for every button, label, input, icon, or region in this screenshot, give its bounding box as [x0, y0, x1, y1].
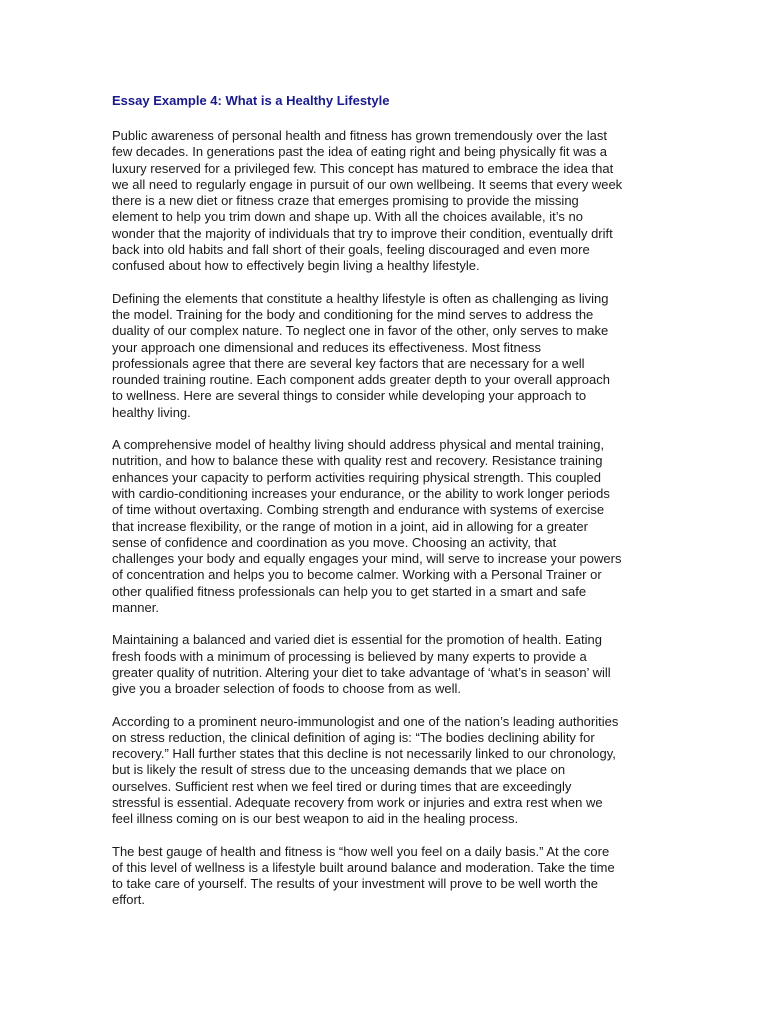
essay-paragraph-5 — [112, 714, 652, 828]
paragraph-line: nutrition, and how to balance these with quality rest and recovery. Resistance training — [112, 453, 603, 469]
paragraph-line: recovery.” Hall further states that this decline is not necessarily linked to our chronology, — [112, 746, 616, 762]
paragraph-line: wonder that the majority of individuals that try to improve their condition, eventually drift — [112, 225, 613, 241]
paragraph-line: but is likely the result of stress due to the unceasing demands that we place on — [112, 762, 566, 778]
paragraph-line: stressful is essential. Adequate recovery from work or injuries and extra rest when we — [112, 794, 603, 810]
paragraph-line: that increase flexibility, or the range of motion in a joint, aid in allowing for a greater — [112, 518, 588, 534]
paragraph-line: with cardio-conditioning increases your endurance, or the ability to work longer periods — [112, 485, 610, 501]
paragraph-line: manner. — [112, 600, 159, 616]
paragraph-line: challenges your body and equally engages your mind, will serve to increase your powers — [112, 551, 622, 567]
paragraph-line: ourselves. Sufficient rest when we feel tired or during times that are exceedingly — [112, 778, 572, 794]
paragraph-line: sense of confidence and coordination as you move. Choosing an activity, that — [112, 534, 557, 550]
essay-paragraph-6 — [112, 844, 652, 909]
paragraph-line: rounded training routine. Each component adds greater depth to your overall approach — [112, 372, 610, 388]
paragraph-line: the model. Training for the body and conditioning for the mind serves to address the — [112, 306, 594, 322]
paragraph-line: Defining the elements that constitute a healthy lifestyle is often as challenging as living — [112, 290, 609, 306]
essay-content — [112, 92, 652, 925]
paragraph-line: luxury reserved for a privileged few. This concept has matured to embrace the idea that — [112, 160, 614, 176]
paragraph-line: feel illness coming on is our best weapon to aid in the healing process. — [112, 811, 519, 827]
paragraph-line: of this level of wellness is a lifestyle built around balance and moderation. Take the time — [112, 859, 615, 875]
paragraph-line: your approach one dimensional and reduces its effectiveness. Most fitness — [112, 339, 541, 355]
essay-body — [112, 128, 652, 909]
paragraph-line: to wellness. Here are several things to consider while developing your approach to — [112, 388, 587, 404]
paragraph-line: fresh foods with a minimum of processing is believed by many experts to provide a — [112, 648, 587, 664]
paragraph-line: The best gauge of health and fitness is “how well you feel on a daily basis.” At the core — [112, 843, 610, 859]
paragraph-line: healthy living. — [112, 404, 191, 420]
paragraph-line: there is a new diet or fitness craze that emerges promising to provide the missing — [112, 193, 579, 209]
paragraph-line: of concentration and helps you to become calmer. Working with a Personal Trainer or — [112, 567, 602, 583]
paragraph-line: According to a prominent neuro-immunologist and one of the nation’s leading authorities — [112, 713, 619, 729]
paragraph-line: on stress reduction, the clinical definition of aging is: “The bodies declining ability for — [112, 729, 595, 745]
paragraph-line: element to help you trim down and shape up. With all the choices available, it’s no — [112, 209, 583, 225]
paragraph-line: we all need to regularly engage in pursuit of our own wellbeing. It seems that every week — [112, 176, 623, 192]
paragraph-line: greater quality of nutrition. Altering your diet to take advantage of ‘what’s in season’ will — [112, 664, 611, 680]
essay-paragraph-4 — [112, 632, 652, 697]
paragraph-line: give you a broader selection of foods to choose from as well. — [112, 681, 462, 697]
paragraph-line: enhances your capacity to perform activities requiring physical strength. This coupled — [112, 469, 601, 485]
essay-paragraph-2 — [112, 291, 652, 421]
paragraph-line: of time without overtaxing. Combing strength and endurance with systems of exercise — [112, 502, 605, 518]
paragraph-line: effort. — [112, 892, 146, 908]
paragraph-line: few decades. In generations past the idea of eating right and being physically fit was a — [112, 144, 608, 160]
paragraph-line: confused about how to effectively begin living a healthy lifestyle. — [112, 258, 480, 274]
essay-paragraph-1 — [112, 128, 652, 275]
paragraph-line: other qualified fitness professionals can help you to get started in a smart and safe — [112, 583, 587, 599]
paragraph-line: Public awareness of personal health and fitness has grown tremendously over the last — [112, 128, 608, 143]
paragraph-line: Maintaining a balanced and varied diet is essential for the promotion of health. Eating — [112, 632, 602, 648]
paragraph-line: A comprehensive model of healthy living should address physical and mental training, — [112, 437, 605, 453]
essay-title: Essay Example 4: What is a Healthy Lifestyle — [112, 93, 390, 108]
paragraph-line: professionals agree that there are several key factors that are necessary for a well — [112, 355, 585, 371]
paragraph-line: back into old habits and fall short of their goals, feeling discouraged and even more — [112, 242, 590, 258]
paragraph-line: to take care of yourself. The results of your investment will prove to be well worth the — [112, 876, 599, 892]
essay-paragraph-3 — [112, 437, 652, 616]
paragraph-line: duality of our complex nature. To neglect one in favor of the other, only serves to make — [112, 323, 609, 339]
